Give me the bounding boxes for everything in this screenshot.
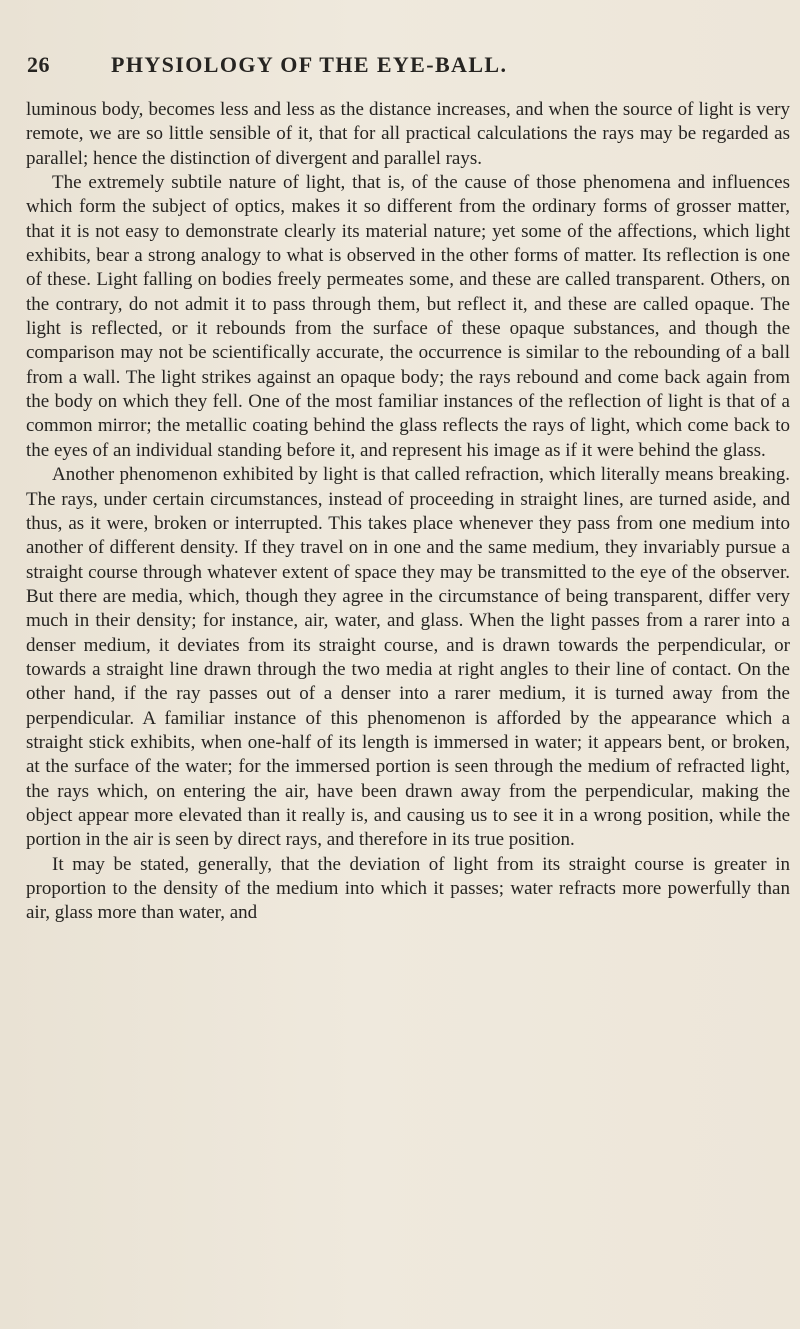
paragraph-continued: luminous body, becomes less and less as the distance increases, and when the source of light is very remote, we are so little sensible of it, that for all practical calculations the rays may be regarded as parallel; hence the distinction of divergent and parallel rays. (26, 99, 790, 169)
paragraph-density: It may be stated, generally, that the deviation of light from its straight course is greater in proportion to the density of the medium into which it passes; water refracts more powerfully than air, glass more than water, and (26, 853, 790, 924)
running-title: PHYSIOLOGY OF THE EYE-BALL. (111, 52, 508, 77)
page-number: 26 (27, 52, 50, 77)
paragraph-reflection: The extremely subtile nature of light, that is, of the cause of those phenomena and influences which form the subject of optics, makes it so different from the ordinary forms of grosser matter, that it is not easy to demonstrate clearly its material nature; yet some of the affections, which light exhibits, bear a strong analogy to what is observed in the other forms of matter. Its reflection is one of these. Light falling on bodies freely permeates some, and these are called transparent. Others, on the contrary, do not admit it to pass through them, but reflect it, and these are called opaque. The light is reflected, or it rebounds from the surface of these opaque substances, and though the comparison may not be scientifically accurate, the occurrence is similar to the rebounding of a ball from a wall. The light strikes against an opaque body; the rays rebound and come back again from the body on which they fell. One of the most familiar instances of the reflection of light is that of a common mirror; the metallic coating behind the glass reflects the rays of light, which come back to the eyes of an individual standing before it, and represent his image as if it were behind the glass. (26, 172, 790, 461)
body-text (26, 98, 790, 926)
paragraph-refraction: Another phenomenon exhibited by light is that called refraction, which literally means breaking. The rays, under certain circumstances, instead of proceeding in straight lines, are turned aside, and thus, as it were, broken or interrupted. This takes place whenever they pass from one medium into another of different density. If they travel on in one and the same medium, they invariably pursue a straight course through whatever extent of space they may be transmitted to the eye of the observer. But there are media, which, though they agree in the circumstance of being transparent, differ very much in their density; for instance, air, water, and glass. When the light passes from a rarer into a denser medium, it deviates from its straight course, and is drawn towards the perpendicular, or towards a straight line drawn through the two media at right angles to their line of contact. On the other hand, if the ray passes out of a denser into a rarer medium, it is turned away from the perpendicular. A familiar instance of this phenomenon is afforded by the appearance which a straight stick exhibits, when one-half of its length is immersed in water; it appears bent, or broken, at the surface of the water; for the immersed portion is seen through the medium of refracted light, the rays which, on entering the air, have been drawn away from the perpendicular, making the object appear more elevated than it really is, and causing us to see it in a wrong position, while the portion in the air is seen by direct rays, and therefore in its true position. (26, 464, 790, 851)
page-header (26, 0, 790, 98)
